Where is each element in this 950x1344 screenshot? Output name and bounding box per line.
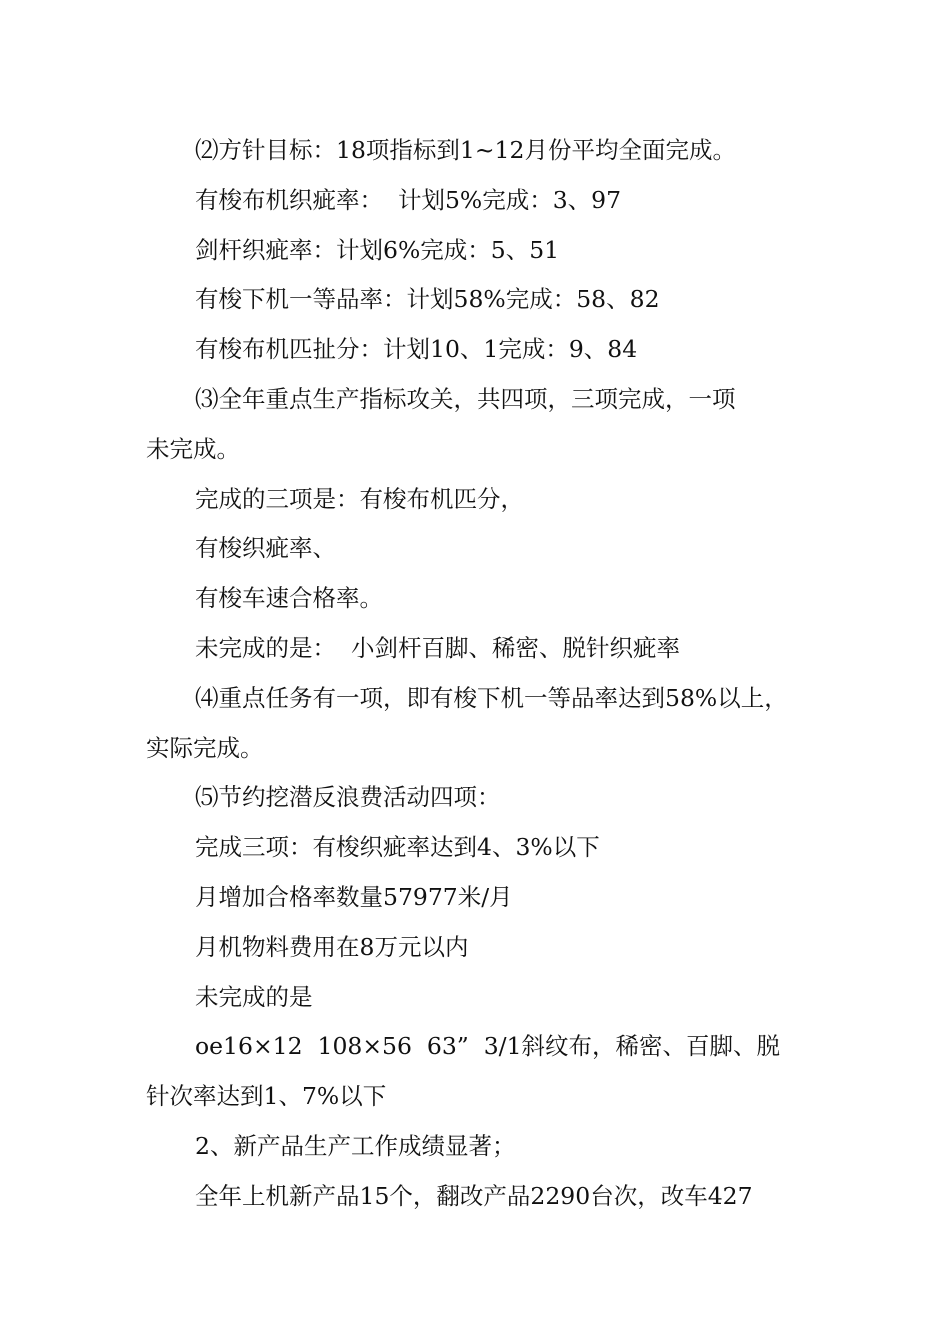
text-line: 有梭下机一等品率：计划58%完成：58、82 bbox=[195, 285, 660, 314]
text-line: 2、新产品生产工作成绩显著； bbox=[195, 1131, 516, 1160]
text-line: 有梭车速合格率。 bbox=[195, 584, 383, 613]
text-line: 月增加合格率数量57977米/月 bbox=[195, 882, 513, 911]
text-line: 未完成的是： 小剑杆百脚、稀密、脱针织疵率 bbox=[195, 633, 680, 662]
text-line: 完成三项：有梭织疵率达到4、3%以下 bbox=[195, 833, 600, 862]
text-line: 有梭布机织疵率： 计划5%完成：3、97 bbox=[195, 185, 622, 214]
text-line: ⑸节约挖潜反浪费活动四项： bbox=[195, 783, 501, 812]
text-line: ⑷重点任务有一项，即有梭下机一等品率达到58%以上， bbox=[195, 683, 788, 712]
text-line: oe16×12 108×56 63” 3/1斜纹布，稀密、百脚、脱 bbox=[195, 1032, 781, 1061]
text-line: ⑵方针目标：18项指标到1~12月份平均全面完成。 bbox=[195, 136, 736, 164]
text-line: 针次率达到1、7%以下 bbox=[146, 1082, 387, 1111]
text-line: 未完成的是 bbox=[195, 982, 313, 1011]
text-line: ⑶全年重点生产指标攻关，共四项，三项完成，一项 bbox=[195, 384, 736, 413]
text-line: 有梭布机匹扯分：计划10、1完成：9、84 bbox=[195, 335, 638, 364]
text-line: 实际完成。 bbox=[146, 733, 264, 762]
text-line: 完成的三项是：有梭布机匹分， bbox=[195, 484, 524, 513]
text-line: 全年上机新产品15个，翻改产品2290台次，改车427 bbox=[195, 1181, 753, 1210]
text-line: 剑杆织疵率：计划6%完成：5、51 bbox=[195, 235, 560, 264]
text-line: 月机物料费用在8万元以内 bbox=[195, 932, 469, 961]
text-line: 未完成。 bbox=[146, 434, 240, 463]
text-line: 有梭织疵率、 bbox=[195, 534, 336, 563]
document-body bbox=[146, 126, 814, 1222]
